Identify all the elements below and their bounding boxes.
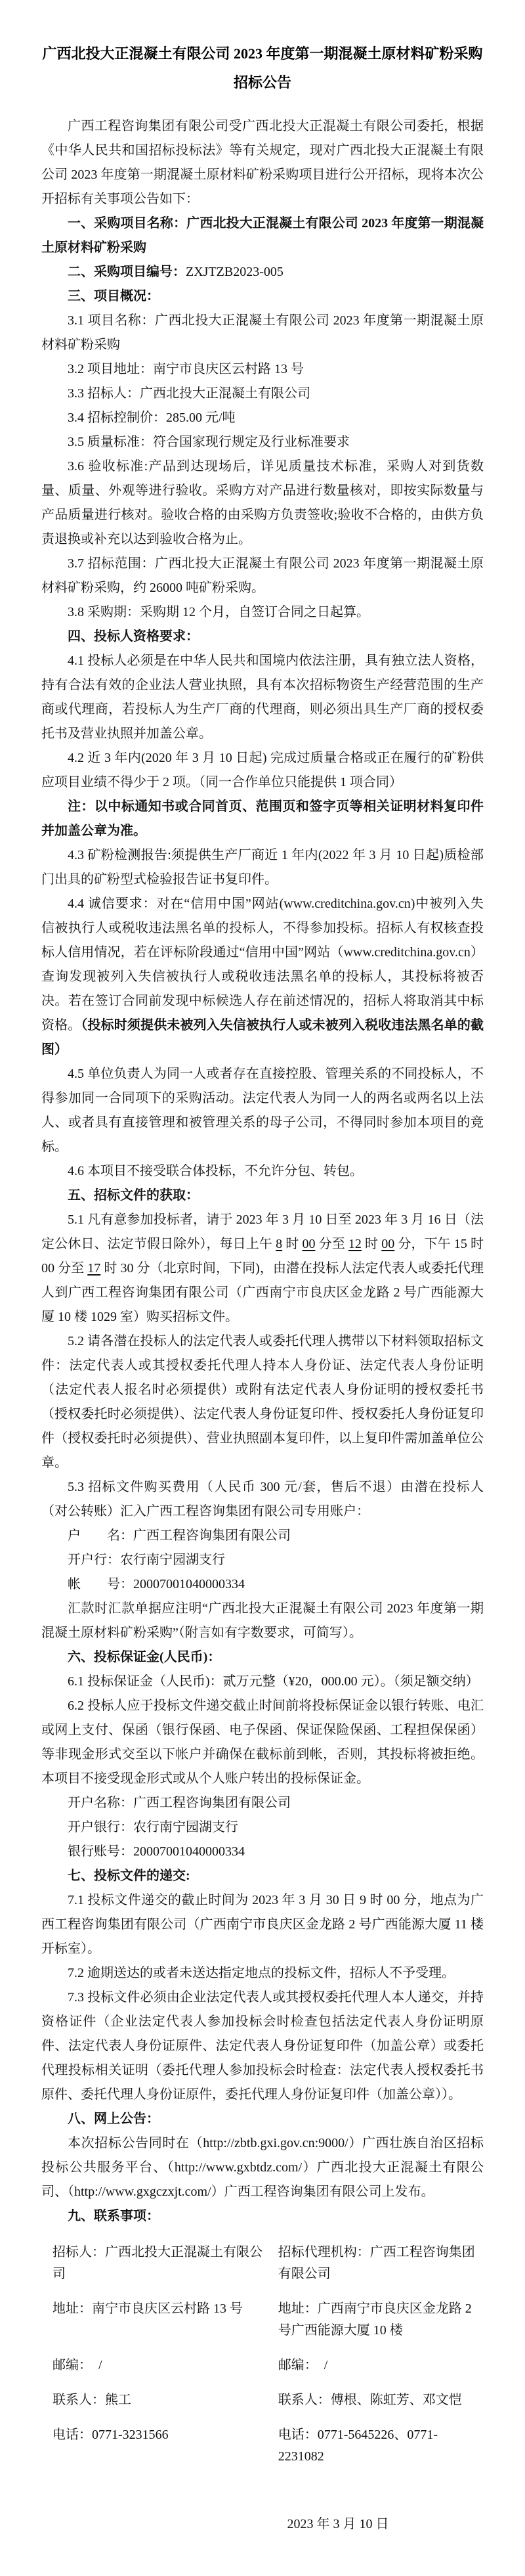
text-run: 7.3 投标文件必须由企业法定代表人或其授权委托代理人本人递交，并持资格证件（企业法定代表人参加投标会时检查包括法定代表人身份证明原件、法定代表人身份证原件、法定代表人身份证复印件（加盖公章）或委托代理投标相关证明（委托代理人参加投标会时检查：法定代表人授权委托书原件、委托代理人身份证原件，委托代理人身份证复印件（加盖公章））。 (41, 1990, 484, 2102)
text-run: 7.2 逾期送达的或者未送达指定地点的投标文件，招标人不予受理。 (68, 1966, 455, 1980)
item-3-6 (41, 455, 484, 552)
text-run: 户 名：广西工程咨询集团有限公司 (68, 1528, 291, 1543)
text-run: 本次招标公告同时在（http://zbtb.gxi.gov.cn:9000/）广西壮族自治区招标投标公共服务平台、（http://www.gxbtdz.com/）广西北投大正混凝土有限公司、（http://www.gxgczxjt.com/）广西工程咨询集团有限公司上发布。 (41, 2136, 484, 2199)
item-5-3 (41, 1475, 484, 1524)
item-4-5 (41, 1062, 484, 1159)
text-run: 开户行：农行南宁园湖支行 (68, 1553, 225, 1567)
text-run: ZXJTZB2023-005 (186, 265, 284, 279)
text-run: 开户银行：农行南宁园湖支行 (68, 1820, 238, 1834)
intro-paragraph (41, 114, 484, 211)
section-9-heading (41, 2204, 484, 2229)
item-4-3 (41, 843, 484, 892)
item-4-1 (41, 649, 484, 746)
text-run: 12 (348, 1237, 362, 1251)
tenderer-contact-cell: 邮编： / (52, 2358, 102, 2372)
text-run: 时 (282, 1237, 303, 1251)
section-7-heading (41, 1864, 484, 1888)
account-name-line (41, 1524, 484, 1548)
text-run: 六、投标保证金(人民币)： (68, 1650, 221, 1664)
contact-row (41, 2292, 484, 2348)
issue-date: 2023 年 3 月 10 日 (287, 2517, 389, 2531)
text-run: 17 (87, 1261, 101, 1276)
text-run: 4.4 诚信要求：对在“信用中国”网站(www.creditchina.gov.cn)中被列入失信被执行人或税收违法黑名单的投标人，不得参加投标。招标人有权核查投标人信用情况，若在评标阶段通过“信用中国”网站（www.creditchina.gov.cn）查询发现被列入失信被执行人或税收违法黑名单的投标人，其投标将被否决。若在签订合同前发现中标候选人存在前述情况的，招标人将取消其中标资格。 (41, 897, 484, 1033)
document-title: 广西北投大正混凝土有限公司 2023 年度第一期混凝土原材料矿粉采购招标公告 (42, 45, 483, 91)
agency-contact-cell: 邮编： / (278, 2358, 328, 2372)
agency-contact-cell: 地址：广西南宁市良庆区金龙路 2 号广西能源大厦 10 楼 (278, 2301, 472, 2338)
text-run: 7.1 投标文件递交的截止时间为 2023 年 3 月 30 日 9 时 00 分，地点为广西工程咨询集团有限公司（广西南宁市良庆区金龙路 2 号广西能源大厦 11 楼开标室）。 (41, 1893, 484, 1956)
text-run: 汇款时汇款单据应注明“广西北投大正混凝土有限公司 2023 年度第一期混凝土原材料矿粉采购”（附言如有字数要求，可简写）。 (41, 1601, 484, 1640)
text-run: 4.3 矿粉检测报告:须提供生产厂商近 1 年内(2022 年 3 月 10 日起)质检部门出具的矿粉型式检验报告证书复印件。 (41, 848, 484, 887)
text-run: 一、采购项目名称：广西北投大正混凝土有限公司 2023 年度第一期混凝土原材料矿粉采购 (41, 216, 484, 255)
tenderer-contact-cell: 联系人：熊工 (52, 2393, 131, 2407)
item-8-content (41, 2131, 484, 2204)
text-run: 3.5 质量标准：符合国家现行规定及行业标准要求 (68, 435, 350, 449)
item-3-4 (41, 406, 484, 430)
contact-table (41, 2235, 484, 2474)
text-run: 四、投标人资格要求： (68, 629, 199, 644)
text-run: 银行账号：20007001040000334 (68, 1844, 245, 1859)
text-run: 3.7 招标范围：广西北投大正混凝土有限公司 2023 年度第一期混凝土原材料矿粉采购，约 26000 吨矿粉采购。 (41, 556, 484, 595)
item-4-2 (41, 746, 484, 795)
deposit-account-bank (41, 1815, 484, 1840)
text-run: 3.1 项目名称：广西北投大正混凝土有限公司 2023 年度第一期混凝土原材料矿粉采购 (41, 313, 484, 352)
text-run: 广西工程咨询集团有限公司受广西北投大正混凝土有限公司委托，根据《中华人民共和国招标投标法》等有关规定，现对广西北投大正混凝土有限公司 2023 年度第一期混凝土原材料矿粉采购项目进行公开招标，现将本次公开招标有关事项公告如下： (41, 119, 484, 206)
section-8-heading (41, 2107, 484, 2131)
text-run: 时 (361, 1237, 382, 1251)
contact-row (41, 2235, 484, 2292)
text-run: 8 (276, 1237, 283, 1251)
text-run: 3.3 招标人：广西北投大正混凝土有限公司 (68, 386, 310, 401)
text-run: 6.1 投标保证金（人民币)：贰万元整（¥20，000.00 元）。（须足额交纳） (68, 1674, 479, 1689)
text-run: 5.1 凡有意参加投标者，请于 2023 年 3 月 10 日至 2023 年 3 月 16 日（法定公休日、法定节假日除外），每日上午 (41, 1212, 484, 1251)
agency-contact-cell: 招标代理机构：广西工程咨询集团有限公司 (278, 2245, 475, 2281)
tenderer-contact-cell: 招标人：广西北投大正混凝土有限公司 (52, 2245, 262, 2281)
item-5-1 (41, 1208, 484, 1329)
text-run: 4.6 本项目不接受联合体投标，不允许分包、转包。 (68, 1164, 363, 1178)
deposit-account-number (41, 1840, 484, 1864)
item-3-2 (41, 357, 484, 382)
item-7-1 (41, 1888, 484, 1961)
text-run: 00 (381, 1237, 395, 1251)
text-run: （投标时须提供未被列入失信被执行人或未被列入税收违法黑名单的截图） (41, 1018, 484, 1057)
section-4-heading (41, 625, 484, 649)
text-run: 分，下午 15 时 00 分至 (41, 1237, 484, 1276)
deposit-account-name (41, 1791, 484, 1815)
agency-contact-cell: 联系人：傅根、陈虹芳、邓文恺 (278, 2393, 462, 2407)
text-run: 5.3 招标文件购买费用（人民币 300 元/套，售后不退）由潜在投标人（对公转账）汇入广西工程咨询集团有限公司专用账户： (41, 1480, 484, 1519)
tenderer-contact-cell: 地址：南宁市良庆区云村路 13 号 (52, 2301, 243, 2316)
document-body (41, 114, 484, 2229)
text-run: 帐 号：20007001040000334 (68, 1577, 245, 1591)
item-3-1 (41, 309, 484, 357)
item-7-2 (41, 1961, 484, 1986)
section-5-heading (41, 1184, 484, 1208)
text-run: 三、项目概况： (68, 289, 159, 303)
text-run: 注：以中标通知书或合同首页、范围页和签字页等相关证明材料复印件并加盖公章为准。 (41, 799, 484, 838)
item-4-note (41, 795, 484, 843)
remittance-note (41, 1597, 484, 1645)
agency-contact-cell: 电话：0771-5645226、0771-2231082 (278, 2428, 438, 2464)
item-6-2 (41, 1694, 484, 1791)
text-run: 4.2 近 3 年内(2020 年 3 月 10 日起) 完成过质量合格或正在履行的矿粉供应项目业绩不得少于 2 项。（同一合作单位只能提供 1 项合同） (41, 751, 484, 789)
item-6-1 (41, 1670, 484, 1694)
text-run: 4.5 单位负责人为同一人或者存在直接控股、管理关系的不同投标人，不得参加同一合同项下的采购活动。法定代表人为同一人的两名或两名以上法人、或者具有直接管理和被管理关系的母子公司，不得同时参加本项目的竞标。 (41, 1067, 484, 1154)
text-run: 时 30 分（北京时间，下同)，由潜在投标人法定代表人或委托代理人到广西工程咨询集团有限公司（广西南宁市良庆区金龙路 2 号广西能源大厦 10 楼 1029 室）购买招标文件。 (41, 1261, 484, 1324)
tenderer-contact-cell: 电话：0771-3231566 (52, 2428, 169, 2442)
section-2-project-number (41, 260, 484, 284)
text-run: 七、投标文件的递交: (68, 1869, 190, 1883)
contact-row (41, 2348, 484, 2383)
text-run: 3.4 招标控制价：285.00 元/吨 (68, 411, 236, 425)
account-number-line (41, 1572, 484, 1597)
text-run: 八、网上公告： (68, 2112, 159, 2126)
section-1-project-name (41, 211, 484, 260)
text-run: 二、采购项目编号： (68, 265, 186, 279)
text-run: 五、招标文件的获取： (68, 1188, 199, 1203)
item-4-4 (41, 892, 484, 1062)
item-4-6 (41, 1159, 484, 1184)
text-run: 分至 (315, 1237, 348, 1251)
text-run: 5.2 请各潜在投标人的法定代表人或委托代理人携带以下材料领取招标文件：法定代表人或其授权委托代理人持本人身份证、法定代表人身份证明（法定代表人报名时必须提供）或附有法定代表人身份证明的授权委托书（授权委托时必须提供）、法定代表人身份证复印件、授权委托人身份证复印件（授权委托时必须提供）、营业执照副本复印件，以上复印件需加盖单位公章。 (41, 1334, 484, 1470)
text-run: 3.6 验收标准:产品到达现场后，详见质量技术标准，采购人对到货数量、质量、外观等进行验收。采购方对产品进行数量核对，即按实际数量与产品质量进行核对。验收合格的由采购方负责签收;验收不合格的，由供方负责退换或补充以达到验收合格为止。 (41, 459, 484, 546)
contact-row (41, 2418, 484, 2474)
text-run: 00 (302, 1237, 316, 1251)
text-run: 3.2 项目地址：南宁市良庆区云村路 13 号 (68, 362, 304, 376)
item-3-7 (41, 552, 484, 600)
item-3-3 (41, 382, 484, 406)
account-bank-line (41, 1548, 484, 1572)
item-5-2 (41, 1329, 484, 1475)
item-3-8 (41, 600, 484, 625)
item-7-3 (41, 1986, 484, 2107)
contact-row (41, 2383, 484, 2418)
section-6-heading (41, 1645, 484, 1670)
text-run: 6.2 投标人应于投标文件递交截止时间前将投标保证金以银行转账、电汇或网上支付、保函（银行保函、电子保函、保证保险保函、工程担保保函）等非现金形式交至以下帐户并确保在截标前到帐，否则，其投标将被拒绝。本项目不接受现金形式或从个人账户转出的投标保证金。 (41, 1699, 484, 1786)
section-3-heading (41, 284, 484, 309)
text-run: 4.1 投标人必须是在中华人民共和国境内依法注册，具有独立法人资格，持有合法有效的企业法人营业执照，具有本次招标物资生产经营范围的生产商或代理商，若投标人为生产厂商的代理商，则必须出具生产厂商的授权委托书及营业执照并加盖公章。 (41, 654, 484, 741)
item-3-5 (41, 430, 484, 455)
text-run: 开户名称：广西工程咨询集团有限公司 (68, 1796, 291, 1810)
text-run: 3.8 采购期：采购期 12 个月，自签订合同之日起算。 (68, 605, 369, 619)
text-run: 九、联系事项： (68, 2209, 159, 2223)
